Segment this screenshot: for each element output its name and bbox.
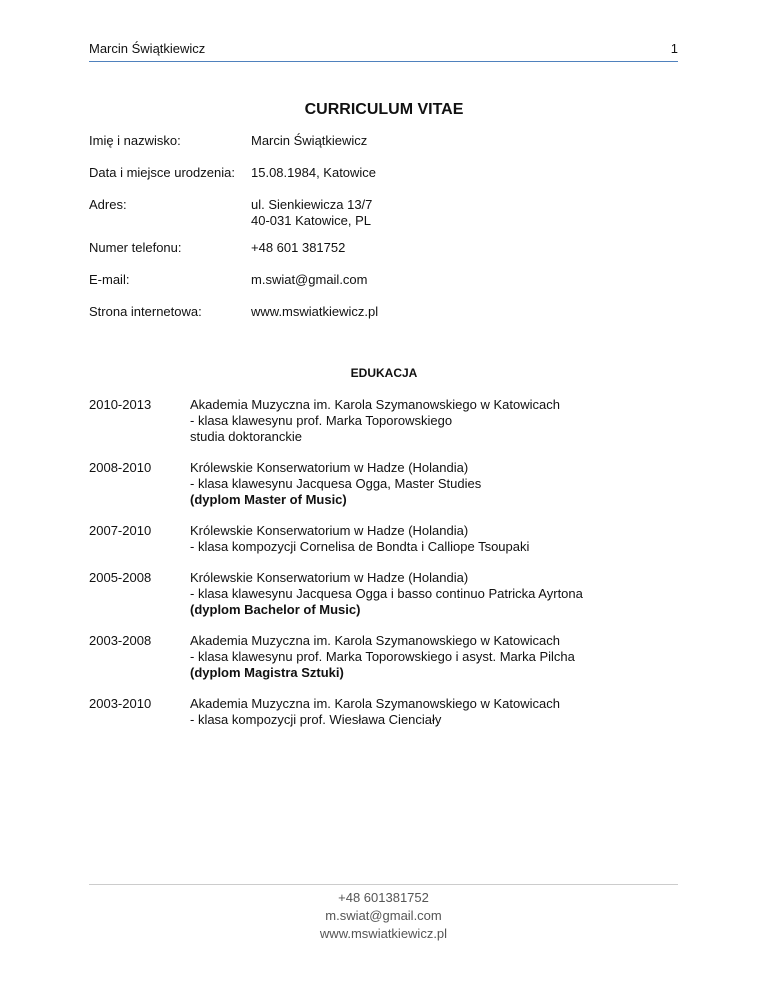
personal-info-value-line: ul. Sienkiewicza 13/7 xyxy=(251,197,373,212)
education-years: 2005-2008 xyxy=(89,570,152,585)
education-title: EDUKACJA xyxy=(350,366,418,380)
personal-info-value xyxy=(251,272,368,288)
footer-phone: +48 601381752 xyxy=(338,890,429,905)
education-line: - klasa klawesynu prof. Marka Toporowskiego i asyst. Marka Pilcha xyxy=(190,649,575,664)
education-line: Akademia Muzyczna im. Karola Szymanowskiego w Katowicach xyxy=(190,397,560,412)
personal-info-label: Imię i nazwisko: xyxy=(89,133,181,148)
personal-info-label: E-mail: xyxy=(89,272,130,287)
education-details xyxy=(190,696,690,728)
footer-email[interactable]: m.swiat@gmail.com xyxy=(325,908,442,923)
personal-info-value-line: 40-031 Katowice, PL xyxy=(251,213,371,228)
personal-info-value xyxy=(251,133,367,149)
document-title: CURRICULUM VITAE xyxy=(304,101,464,118)
personal-info-value xyxy=(251,165,376,181)
education-line: - klasa klawesynu Jacquesa Ogga i basso continuo Patricka Ayrtona xyxy=(190,586,583,601)
personal-info-label: Strona internetowa: xyxy=(89,304,202,319)
personal-info-value-line: m.swiat@gmail.com xyxy=(251,272,368,287)
personal-info-label: Adres: xyxy=(89,197,127,212)
education-details xyxy=(190,523,690,555)
education-line: studia doktoranckie xyxy=(190,429,303,444)
education-line: - klasa klawesynu prof. Marka Toporowskiego xyxy=(190,413,453,428)
education-line: - klasa kompozycji prof. Wiesława Cienciały xyxy=(190,712,442,727)
personal-info-value-line: www.mswiatkiewicz.pl xyxy=(251,304,379,319)
education-line: - klasa klawesynu Jacquesa Ogga, Master Studies xyxy=(190,476,482,491)
education-details xyxy=(190,633,690,681)
education-years: 2008-2010 xyxy=(89,460,152,475)
page-footer xyxy=(89,884,678,943)
education-years: 2003-2008 xyxy=(89,633,152,648)
personal-info-value xyxy=(251,304,378,320)
education-years: 2010-2013 xyxy=(89,397,152,412)
education-years: 2007-2010 xyxy=(89,523,152,538)
page-header xyxy=(89,37,678,62)
footer-website[interactable]: www.mswiatkiewicz.pl xyxy=(319,926,448,941)
education-years: 2003-2010 xyxy=(89,696,152,711)
education-line: (dyplom Magistra Sztuki) xyxy=(190,665,344,680)
personal-info-value xyxy=(251,240,345,256)
education-line: Królewskie Konserwatorium w Hadze (Holandia) xyxy=(190,570,469,585)
header-name: Marcin Świątkiewicz xyxy=(89,41,206,56)
education-details xyxy=(190,397,690,445)
personal-info-label: Data i miejsce urodzenia: xyxy=(89,165,235,180)
personal-info-value-line: 15.08.1984, Katowice xyxy=(251,165,377,180)
education-line: (dyplom Master of Music) xyxy=(190,492,347,507)
personal-info-value-line: +48 601 381752 xyxy=(251,240,346,255)
education-details xyxy=(190,460,690,508)
education-line: - klasa kompozycji Cornelisa de Bondta i Calliope Tsoupaki xyxy=(190,539,530,554)
personal-info-label: Numer telefonu: xyxy=(89,240,182,255)
personal-info-value-line: Marcin Świątkiewicz xyxy=(251,133,368,148)
education-line: Królewskie Konserwatorium w Hadze (Holandia) xyxy=(190,523,469,538)
education-line: Akademia Muzyczna im. Karola Szymanowskiego w Katowicach xyxy=(190,696,560,711)
education-line: (dyplom Bachelor of Music) xyxy=(190,602,361,617)
education-line: Królewskie Konserwatorium w Hadze (Holandia) xyxy=(190,460,469,475)
page-number: 1 xyxy=(670,41,678,56)
personal-info-value xyxy=(251,197,372,229)
education-details xyxy=(190,570,690,618)
education-line: Akademia Muzyczna im. Karola Szymanowskiego w Katowicach xyxy=(190,633,560,648)
